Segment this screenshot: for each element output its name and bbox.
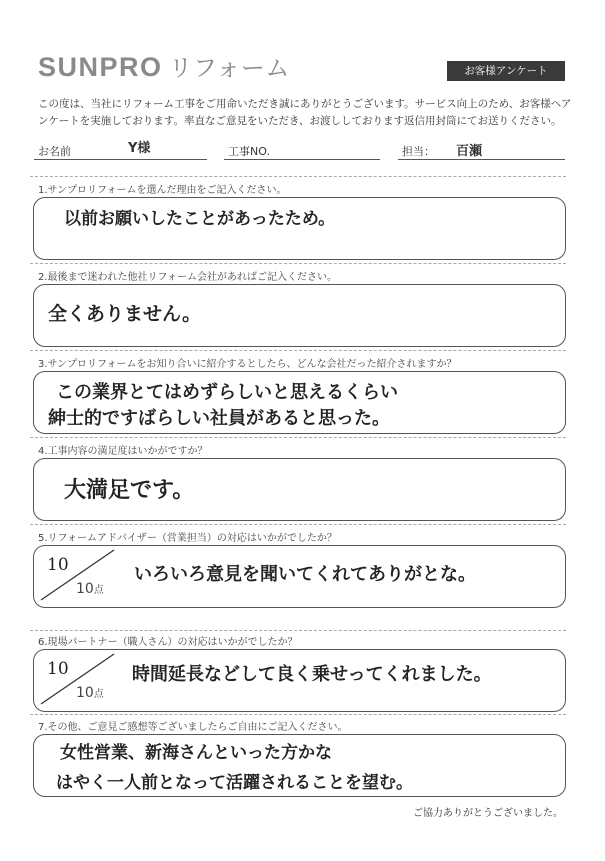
answer-box-4 [33, 458, 566, 521]
question-divider [30, 350, 566, 351]
thanks-text: ご協力ありがとうございました。 [413, 808, 563, 819]
score-6-max [76, 685, 104, 701]
question-divider [30, 524, 566, 525]
name-underline [34, 159, 207, 160]
question-3-label: 3.サンプロリフォームをお知り合いに紹介するとしたら、どんな会社だった紹介されますか？ [38, 359, 457, 370]
answer-6-line-1: 時間延長などして良く乗せってくれました。 [132, 664, 492, 685]
score-6-value: 10 [47, 659, 69, 679]
answer-box-5 [33, 545, 566, 608]
answer-box-1 [33, 197, 566, 260]
score-5-max-number: 10 [76, 581, 94, 597]
score-5-unit: 点 [93, 585, 104, 596]
answer-1-line-1: 以前お願いしたことがあったため。 [64, 209, 336, 229]
answer-box-7 [33, 734, 566, 797]
question-4-label: 4.工事内容の満足度はいかがですか？ [38, 446, 208, 457]
answer-2-line-1: 全くありません。 [48, 303, 202, 325]
work-no-underline [224, 159, 380, 160]
score-5-value: 10 [47, 555, 69, 575]
answer-4-line-1: 大満足です。 [64, 477, 195, 503]
question-divider [30, 714, 566, 715]
name-value: Y様 [128, 141, 151, 156]
staff-underline [398, 159, 565, 160]
logo-brand: SUNPRO [38, 52, 163, 82]
survey-tag: お客様アンケート [447, 61, 565, 81]
question-divider [30, 263, 566, 264]
question-divider [30, 630, 566, 631]
name-label: お名前 [38, 145, 71, 158]
logo [38, 48, 290, 83]
logo-subtitle: リフォーム [168, 55, 290, 82]
answer-box-2 [33, 284, 566, 347]
question-2-label: 2.最後まで迷われた他社リフォーム会社があればご記入ください。 [38, 272, 338, 283]
score-6-unit: 点 [93, 689, 104, 700]
work-no-label: 工事NO. [228, 145, 270, 158]
score-6-max-number: 10 [76, 685, 94, 701]
answer-box-6 [33, 649, 566, 712]
answer-3-line-1: この業界とてはめずらしいと思えるくらい [56, 382, 398, 403]
answer-box-3 [33, 371, 566, 434]
intro-text: この度は、当社にリフォーム工事をご用命いただき誠にありがとうございます。サービス向上のため、お客様へアンケートを実施しております。率直なご意見をいただき、お渡ししております返信用封筒にてお送りください。 [38, 98, 572, 127]
staff-value: 百瀬 [456, 144, 483, 159]
answer-7-line-2: はやく一人前となって活躍されることを望む。 [56, 773, 413, 793]
question-divider [30, 437, 566, 438]
question-6-label: 6.現場パートナー（職人さん）の対応はいかがでしたか？ [38, 637, 298, 648]
staff-label: 担当： [402, 145, 435, 158]
question-1-label: 1.サンプロリフォームを選んだ理由をご記入ください。 [38, 185, 287, 196]
score-5-max [76, 581, 104, 597]
answer-7-line-1: 女性営業、新海さんといった方かな [60, 743, 332, 763]
question-5-label: 5.リフォームアドバイザー（営業担当）の対応はいかがでしたか？ [38, 533, 337, 544]
question-divider [30, 176, 566, 177]
answer-3-line-2: 紳士的ですばらしい社員があると思った。 [48, 408, 390, 429]
question-7-label: 7.その他、ご意見ご感想等ございましたらご自由にご記入ください。 [38, 722, 348, 733]
answer-5-line-1: いろいろ意見を聞いてくれてありがとな。 [134, 564, 476, 585]
